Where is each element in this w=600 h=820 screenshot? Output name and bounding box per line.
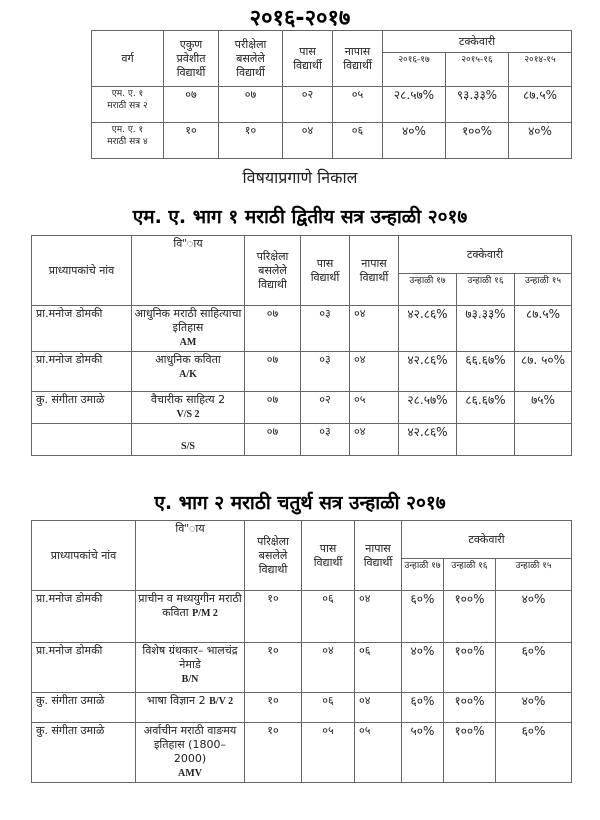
percentage: ४०% — [383, 123, 446, 159]
table-row — [32, 643, 572, 693]
teacher-name: प्रा.मनोज डोमकी — [32, 306, 132, 352]
failed-count: ०६ — [355, 643, 402, 693]
subject-code: B/V 2 — [209, 696, 234, 707]
admitted-count: ०७ — [164, 87, 219, 123]
passed-count: ०४ — [283, 123, 333, 159]
semester4-results-table — [31, 520, 572, 783]
subject-code: AM — [179, 337, 197, 348]
table1-title: २०१६-२०१७ — [249, 6, 351, 31]
table3-title: ए. भाग २ मराठी चतुर्थ सत्र उन्हाळी २०१७ — [154, 492, 446, 514]
passed-count: ०४ — [302, 643, 355, 693]
percentage: ६०% — [496, 643, 572, 693]
percentage: २८.५७% — [399, 392, 457, 424]
passed-count: ०२ — [283, 87, 333, 123]
yearly-results-table — [91, 30, 572, 159]
table-row — [32, 352, 572, 392]
subject-name: भाषा विज्ञान 2 — [146, 694, 206, 707]
failed-count: ०४ — [350, 424, 399, 456]
appeared-count: १० — [245, 693, 302, 723]
header-admitted: एकुण प्रवेशीत विद्यार्थी — [164, 31, 219, 87]
percentage — [515, 424, 572, 456]
percentage: ४०% — [496, 591, 572, 643]
header-year: २०१५-१६ — [446, 53, 509, 87]
header-passed: पास विद्यार्थी — [302, 521, 355, 591]
appeared-count: १० — [245, 591, 302, 643]
percentage: १००% — [446, 123, 509, 159]
percentage: २८.५७% — [383, 87, 446, 123]
header-appeared: परिक्षेला बसलेले विद्याथी — [245, 236, 301, 306]
teacher-name: कु. संगीता उमाळे — [32, 392, 132, 424]
table-row — [92, 123, 572, 159]
header-subject: वि"ाय — [132, 236, 245, 306]
teacher-name: प्रा.मनोज डोमकी — [32, 352, 132, 392]
percentage: ४२.८६% — [399, 352, 457, 392]
percentage: १००% — [444, 643, 496, 693]
failed-count: ०४ — [350, 352, 399, 392]
header-percentage: टक्केवारी — [383, 31, 572, 53]
header-term: उन्हाळी १५ — [515, 274, 572, 306]
percentage: ७५% — [515, 392, 572, 424]
table-row — [32, 306, 572, 352]
percentage: ९३.३३% — [446, 87, 509, 123]
failed-count: ०६ — [333, 123, 383, 159]
header-teacher: प्राध्यापकांचे नांव — [32, 521, 136, 591]
table-row — [32, 591, 572, 643]
percentage: ४०% — [496, 693, 572, 723]
percentage: १००% — [444, 693, 496, 723]
failed-count: ०५ — [333, 87, 383, 123]
header-term: उन्हाळी १६ — [444, 559, 496, 591]
subject-name: आधुनिक कविता — [155, 353, 221, 366]
subject-name: वैचारीक साहित्य 2 — [150, 393, 226, 406]
header-passed: पास विद्यार्थी — [301, 236, 350, 306]
header-failed: नापास विद्यार्थी — [333, 31, 383, 87]
subject-name: आधुनिक मराठी साहित्याचा इतिहास — [134, 307, 242, 334]
percentage: ८७.५% — [515, 306, 572, 352]
header-passed: पास विद्यार्थी — [283, 31, 333, 87]
subject-code: A/K — [179, 369, 197, 380]
subject-wise-results-heading: विषयाप्रगाणे निकाल — [242, 168, 358, 187]
teacher-name: प्रा.मनोज डोमकी — [32, 643, 136, 693]
header-failed: नापास विद्यार्थी — [355, 521, 402, 591]
subject-code: AMV — [178, 768, 202, 779]
table-row — [32, 392, 572, 424]
class-name: एम. ए. १ — [111, 89, 144, 99]
header-year: २०१४-१५ — [509, 53, 572, 87]
appeared-count: १० — [219, 123, 283, 159]
subject-code: P/M 2 — [192, 608, 218, 619]
passed-count: ०२ — [301, 392, 350, 424]
failed-count: ०५ — [355, 723, 402, 783]
header-subject: वि"ाय — [136, 521, 245, 591]
semester2-results-table — [31, 235, 572, 456]
table2-title: एम. ए. भाग १ मराठी द्वितीय सत्र उन्हाळी २०१७ — [132, 206, 468, 228]
passed-count: ०३ — [301, 352, 350, 392]
class-name: एम. ए. १ — [111, 125, 144, 135]
percentage: ४०% — [509, 123, 572, 159]
percentage: ६०% — [402, 591, 444, 643]
failed-count: ०४ — [355, 591, 402, 643]
appeared-count: ०७ — [245, 424, 301, 456]
appeared-count: १० — [245, 723, 302, 783]
percentage: ४२.८६% — [399, 306, 457, 352]
table-row — [92, 87, 572, 123]
class-sem: मराठी सत्र २ — [107, 101, 148, 111]
teacher-name: प्रा.मनोज डोमकी — [32, 591, 136, 643]
failed-count: ०४ — [350, 306, 399, 352]
passed-count: ०६ — [302, 693, 355, 723]
subject-code: V/S 2 — [176, 409, 200, 420]
admitted-count: १० — [164, 123, 219, 159]
teacher-name: कु. संगीता उमाळे — [32, 693, 136, 723]
table-row — [32, 424, 572, 456]
header-term: उन्हाळी १५ — [496, 559, 572, 591]
percentage: ८७. ५०% — [515, 352, 572, 392]
percentage: ४२.८६% — [399, 424, 457, 456]
percentage — [457, 424, 515, 456]
passed-count: ०५ — [302, 723, 355, 783]
appeared-count: १० — [245, 643, 302, 693]
appeared-count: ०७ — [245, 306, 301, 352]
appeared-count: ०७ — [219, 87, 283, 123]
header-appeared: परिक्षेला बसलेले विद्याथी — [245, 521, 302, 591]
header-term: उन्हाळी १७ — [399, 274, 457, 306]
passed-count: ०६ — [302, 591, 355, 643]
appeared-count: ०७ — [245, 392, 301, 424]
percentage: ४०% — [402, 643, 444, 693]
percentage: १००% — [444, 591, 496, 643]
subject-name: अर्वाचीन मराठी वाङमय इतिहास (1800–2000) — [143, 724, 237, 765]
subject-name: प्राचीन व मध्ययुगीन मराठी कविता — [138, 592, 242, 619]
header-percentage: टक्केवारी — [399, 236, 572, 274]
header-class: वर्ग — [92, 31, 164, 87]
header-teacher: प्राध्यापकांचे नांव — [32, 236, 132, 306]
teacher-name: कु. संगीता उमाळे — [32, 723, 136, 783]
header-term: उन्हाळी १७ — [402, 559, 444, 591]
header-year: २०१६-१७ — [383, 53, 446, 87]
class-sem: मराठी सत्र ४ — [107, 137, 148, 147]
subject-name: विशेष ग्रंथकार– भालचंद्र नेमाडे — [142, 644, 238, 671]
percentage: ६०% — [496, 723, 572, 783]
subject-code: B/N — [181, 674, 199, 685]
header-appeared: परीक्षेला बसलेले विद्यार्थी — [219, 31, 283, 87]
subject-code: S/S — [181, 441, 195, 452]
table-row — [32, 693, 572, 723]
percentage: ८७.५% — [509, 87, 572, 123]
passed-count: ०३ — [301, 424, 350, 456]
teacher-name — [32, 424, 132, 456]
percentage: ६०% — [402, 693, 444, 723]
percentage: ७३.३३% — [457, 306, 515, 352]
failed-count: ०५ — [350, 392, 399, 424]
percentage: १००% — [444, 723, 496, 783]
header-failed: नापास विद्यार्थी — [350, 236, 399, 306]
passed-count: ०३ — [301, 306, 350, 352]
percentage: ५०% — [402, 723, 444, 783]
appeared-count: ०७ — [245, 352, 301, 392]
percentage: ८६.६७% — [457, 392, 515, 424]
table-row — [32, 723, 572, 783]
percentage: ६६.६७% — [457, 352, 515, 392]
header-percentage: टक्केवारी — [402, 521, 572, 559]
header-term: उन्हाळी १६ — [457, 274, 515, 306]
failed-count: ०४ — [355, 693, 402, 723]
